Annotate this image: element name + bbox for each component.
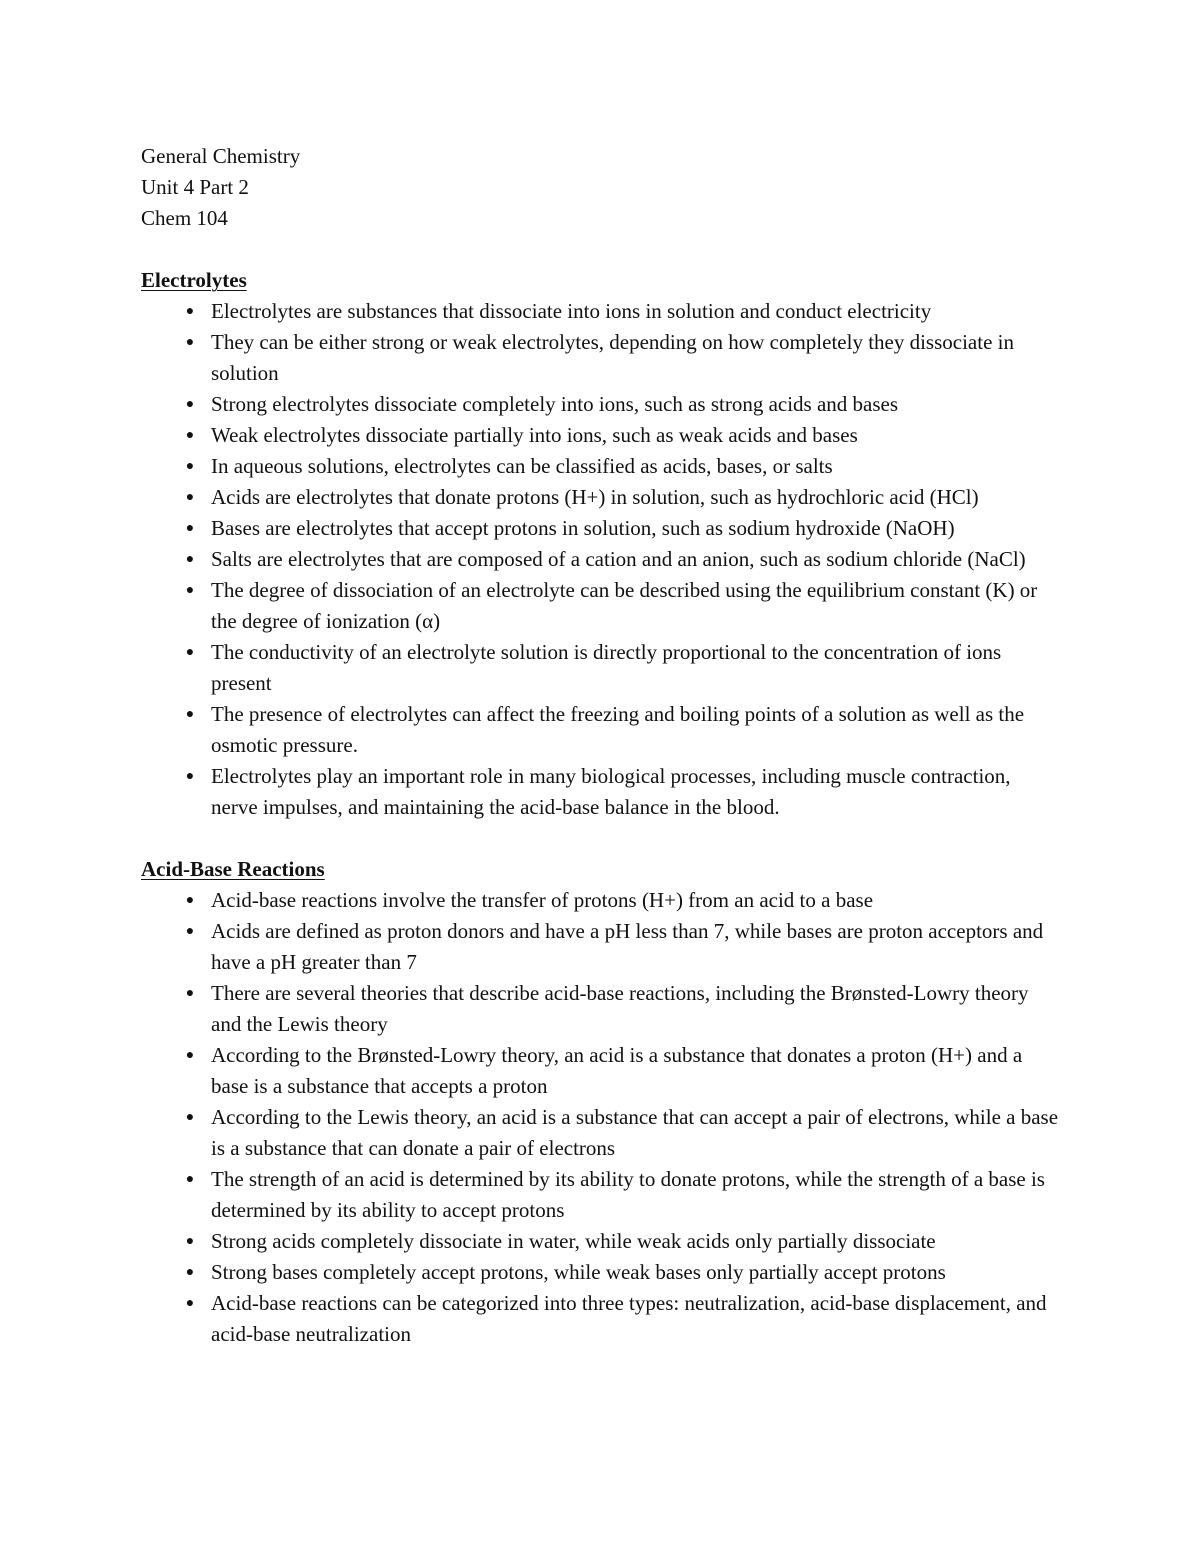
list-item xyxy=(141,885,1061,916)
bullet-icon: ● xyxy=(185,707,195,722)
list-item-text: Acid-base reactions can be categorized into three types: neutralization, acid-base displacement, and acid-base neutralization xyxy=(211,1291,1047,1346)
list-item xyxy=(141,1164,1061,1226)
bullet-icon: ● xyxy=(185,769,195,784)
list-item xyxy=(141,1288,1061,1350)
bullet-icon: ● xyxy=(185,645,195,660)
list-item xyxy=(141,761,1061,823)
list-item-text: Acids are defined as proton donors and have a pH less than 7, while bases are proton acceptors and have a pH greater than 7 xyxy=(211,919,1044,974)
bullet-icon: ● xyxy=(185,924,195,939)
bullet-icon: ● xyxy=(185,583,195,598)
list-item xyxy=(141,513,1061,544)
list-item-text: In aqueous solutions, electrolytes can be classified as acids, bases, or salts xyxy=(211,454,833,478)
section-acid-base-reactions xyxy=(141,854,1061,1350)
bullet-list xyxy=(141,296,1061,823)
bullet-icon: ● xyxy=(185,1172,195,1187)
list-item-text: The degree of dissociation of an electrolyte can be described using the equilibrium constant (K) or the degree of ionization (α) xyxy=(211,578,1038,633)
list-item xyxy=(141,1257,1061,1288)
bullet-icon: ● xyxy=(185,1265,195,1280)
list-item xyxy=(141,1102,1061,1164)
bullet-icon: ● xyxy=(185,1110,195,1125)
document-page xyxy=(141,141,1061,1350)
list-item-text: According to the Lewis theory, an acid is a substance that can accept a pair of electrons, while a base is a substance that can donate a pair of electrons xyxy=(211,1105,1059,1160)
list-item-text: There are several theories that describe acid-base reactions, including the Brønsted-Lowry theory and the Lewis theory xyxy=(211,981,1029,1036)
list-item xyxy=(141,482,1061,513)
bullet-icon: ● xyxy=(185,986,195,1001)
list-item xyxy=(141,916,1061,978)
list-item xyxy=(141,1040,1061,1102)
bullet-icon: ● xyxy=(185,490,195,505)
list-item xyxy=(141,699,1061,761)
bullet-list xyxy=(141,885,1061,1350)
list-item-text: Strong electrolytes dissociate completely into ions, such as strong acids and bases xyxy=(211,392,899,416)
section-heading: Acid-Base Reactions xyxy=(141,857,325,881)
bullet-icon: ● xyxy=(185,428,195,443)
list-item-text: Electrolytes play an important role in many biological processes, including muscle contraction, nerve impulses, and maintaining the acid-base balance in the blood. xyxy=(211,764,1011,819)
bullet-icon: ● xyxy=(185,1296,195,1311)
section-heading: Electrolytes xyxy=(141,268,247,292)
list-item xyxy=(141,327,1061,389)
list-item-text: Strong bases completely accept protons, while weak bases only partially accept protons xyxy=(211,1260,946,1284)
list-item-text: They can be either strong or weak electrolytes, depending on how completely they dissociate in solution xyxy=(211,330,1014,385)
section-electrolytes xyxy=(141,265,1061,823)
list-item xyxy=(141,978,1061,1040)
bullet-icon: ● xyxy=(185,459,195,474)
list-item-text: Bases are electrolytes that accept protons in solution, such as sodium hydroxide (NaOH) xyxy=(211,516,955,540)
bullet-icon: ● xyxy=(185,893,195,908)
course-title: General Chemistry xyxy=(141,144,301,168)
list-item-text: According to the Brønsted-Lowry theory, an acid is a substance that donates a proton (H+) and a base is a substance that accepts a proton xyxy=(211,1043,1023,1098)
list-item xyxy=(141,637,1061,699)
list-item-text: The strength of an acid is determined by its ability to donate protons, while the strength of a base is determined by its ability to accept protons xyxy=(211,1167,1045,1222)
list-item xyxy=(141,1226,1061,1257)
list-item xyxy=(141,296,1061,327)
bullet-icon: ● xyxy=(185,1048,195,1063)
list-item xyxy=(141,544,1061,575)
bullet-icon: ● xyxy=(185,335,195,350)
document-header xyxy=(141,141,1061,234)
list-item-text: Strong acids completely dissociate in water, while weak acids only partially dissociate xyxy=(211,1229,936,1253)
bullet-icon: ● xyxy=(185,304,195,319)
list-item xyxy=(141,575,1061,637)
list-item-text: Acid-base reactions involve the transfer of protons (H+) from an acid to a base xyxy=(211,888,874,912)
list-item-text: Electrolytes are substances that dissociate into ions in solution and conduct electricity xyxy=(211,299,932,323)
bullet-icon: ● xyxy=(185,1234,195,1249)
list-item-text: Weak electrolytes dissociate partially into ions, such as weak acids and bases xyxy=(211,423,858,447)
bullet-icon: ● xyxy=(185,397,195,412)
course-code: Chem 104 xyxy=(141,206,228,230)
unit-label: Unit 4 Part 2 xyxy=(141,175,249,199)
list-item xyxy=(141,451,1061,482)
bullet-icon: ● xyxy=(185,521,195,536)
list-item-text: Salts are electrolytes that are composed of a cation and an anion, such as sodium chloride (NaCl) xyxy=(211,547,1026,571)
bullet-icon: ● xyxy=(185,552,195,567)
list-item-text: Acids are electrolytes that donate protons (H+) in solution, such as hydrochloric acid (HCl) xyxy=(211,485,979,509)
list-item-text: The presence of electrolytes can affect the freezing and boiling points of a solution as well as the osmotic pressure. xyxy=(211,702,1025,757)
list-item-text: The conductivity of an electrolyte solution is directly proportional to the concentration of ions present xyxy=(211,640,1002,695)
list-item xyxy=(141,420,1061,451)
list-item xyxy=(141,389,1061,420)
